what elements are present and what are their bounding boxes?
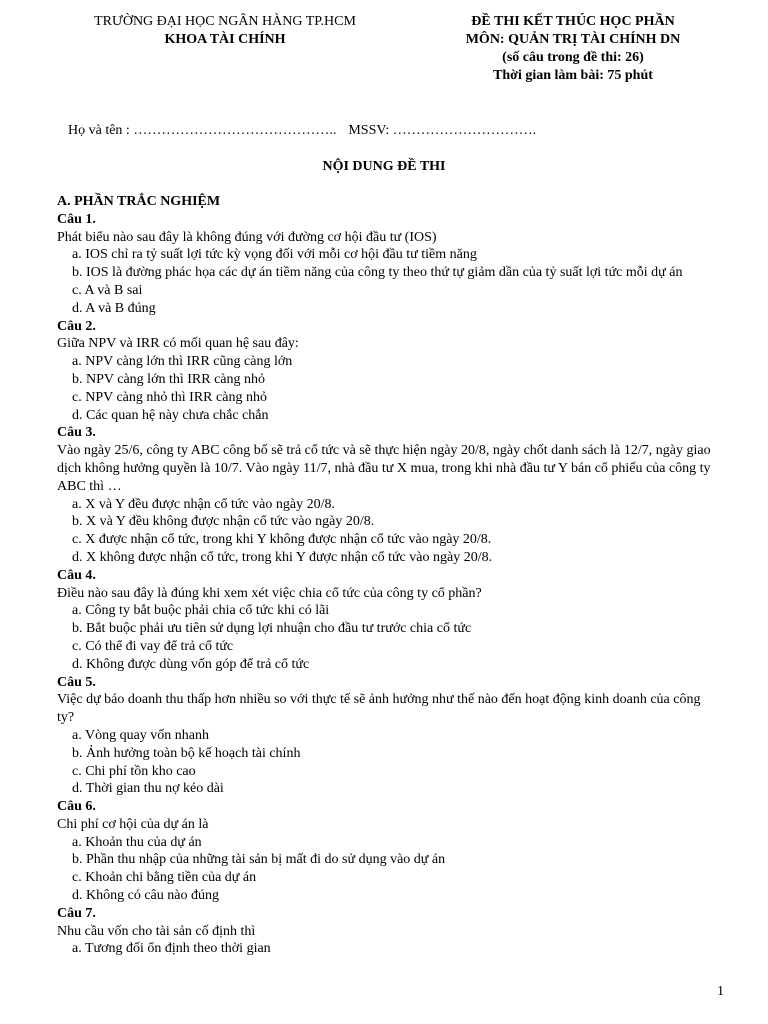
school-header [70,13,380,49]
question-block [57,424,717,566]
answer-option: c. Chi phí tồn kho cao [72,763,196,779]
answer-option: a. Công ty bắt buộc phải chia cổ tức khi có lãi [72,603,330,619]
section-heading: A. PHẦN TRẮC NGHIỆM [57,194,221,209]
question-stem: Nhu cầu vốn cho tài sản cố định thì [57,923,256,939]
question-block [57,798,717,905]
question-label: Câu 2. [57,318,96,334]
answer-option: d. Không có câu nào đúng [72,888,219,904]
student-id-field: MSSV: …………………………. [348,123,537,138]
answer-option: a. Tương đối ổn định theo thời gian [72,941,271,957]
question-stem: Vào ngày 25/6, công ty ABC công bố sẽ trả cổ tức và sẽ thực hiện ngày 20/8, ngày chốt danh sách là 12/7, ngày giao dịch không hưởng quyền là 10/7. Vào ngày 11/7, nhà đầu tư X mua, trong khi nhà đầu tư Y bán cổ phiếu của công ty ABC thì … [57,443,711,494]
answer-option: b. Phần thu nhập của những tài sản bị mất đi do sử dụng vào dự án [72,852,446,868]
question-stem: Chi phí cơ hội của dự án là [57,816,209,832]
question-stem: Phát biểu nào sau đây là không đúng với đường cơ hội đầu tư (IOS) [57,229,437,245]
question-block [57,318,717,425]
answer-option: b. IOS là đường phác họa các dự án tiềm năng của công ty theo thứ tự giảm dần của tỷ suất lợi tức mỗi dự án [72,265,683,281]
answer-option: b. Bắt buộc phải ưu tiên sử dụng lợi nhuận cho đầu tư trước chia cổ tức [72,621,472,637]
answer-option: c. Khoản chi bằng tiền của dự án [72,870,257,886]
answer-option: c. X được nhận cổ tức, trong khi Y không được nhận cổ tức vào ngày 20/8. [72,532,492,548]
page-number: 1 [717,984,724,999]
content-title: NỘI DUNG ĐỀ THI [322,159,446,174]
student-name-field: Họ và tên : …………………………………….. [68,123,337,138]
answer-option: c. Có thể đi vay để trả cổ tức [72,638,234,654]
question-block [57,674,717,799]
question-block [57,211,717,318]
question-label: Câu 4. [57,567,96,583]
question-block [57,567,717,674]
answer-option: a. Khoản thu của dự án [72,834,202,850]
question-list [57,211,717,958]
answer-option: d. Không được dùng vốn góp để trả cổ tức [72,656,310,672]
question-label: Câu 1. [57,211,96,227]
question-block [57,905,717,958]
answer-option: b. X và Y đều không được nhận cổ tức vào ngày 20/8. [72,514,375,530]
exam-content [57,193,717,958]
faculty-name: KHOA TÀI CHÍNH [164,32,286,47]
question-label: Câu 7. [57,905,96,921]
university-name: TRƯỜNG ĐẠI HỌC NGÂN HÀNG TP.HCM [94,14,356,29]
subject-name: MÔN: QUẢN TRỊ TÀI CHÍNH DN [465,32,681,47]
answer-option: a. NPV càng lớn thì IRR cũng càng lớn [72,354,293,370]
answer-option: c. NPV càng nhỏ thì IRR càng nhỏ [72,389,267,405]
question-stem: Giữa NPV và IRR có mối quan hệ sau đây: [57,336,299,352]
student-info-line [68,122,536,140]
question-label: Câu 3. [57,425,96,441]
answer-option: d. A và B đúng [72,300,156,316]
answer-option: d. Thời gian thu nợ kéo dài [72,781,224,797]
question-stem: Điều nào sau đây là đúng khi xem xét việc chia cổ tức của công ty cổ phần? [57,585,482,601]
answer-option: d. X không được nhận cổ tức, trong khi Y được nhận cổ tức vào ngày 20/8. [72,549,493,565]
answer-option: c. A và B sai [72,282,143,298]
question-stem: Việc dự báo doanh thu thấp hơn nhiều so với thực tế sẽ ảnh hưởng như thế nào đến hoạt động kinh doanh của công ty? [57,692,701,726]
answer-option: a. X và Y đều được nhận cổ tức vào ngày 20/8. [72,496,335,512]
question-count: (số câu trong đề thi: 26) [502,50,644,65]
time-limit: Thời gian làm bài: 75 phút [493,68,653,83]
answer-option: d. Các quan hệ này chưa chắc chắn [72,407,269,423]
exam-header [418,13,728,85]
answer-option: b. Ảnh hưởng toàn bộ kế hoạch tài chính [72,745,301,761]
answer-option: b. NPV càng lớn thì IRR càng nhỏ [72,371,266,387]
question-label: Câu 6. [57,799,96,815]
question-label: Câu 5. [57,674,96,690]
answer-option: a. IOS chỉ ra tỷ suất lợi tức kỳ vọng đối với mỗi cơ hội đầu tư tiềm năng [72,247,477,263]
exam-title: ĐỀ THI KẾT THÚC HỌC PHẦN [471,14,675,29]
answer-option: a. Vòng quay vốn nhanh [72,727,209,743]
